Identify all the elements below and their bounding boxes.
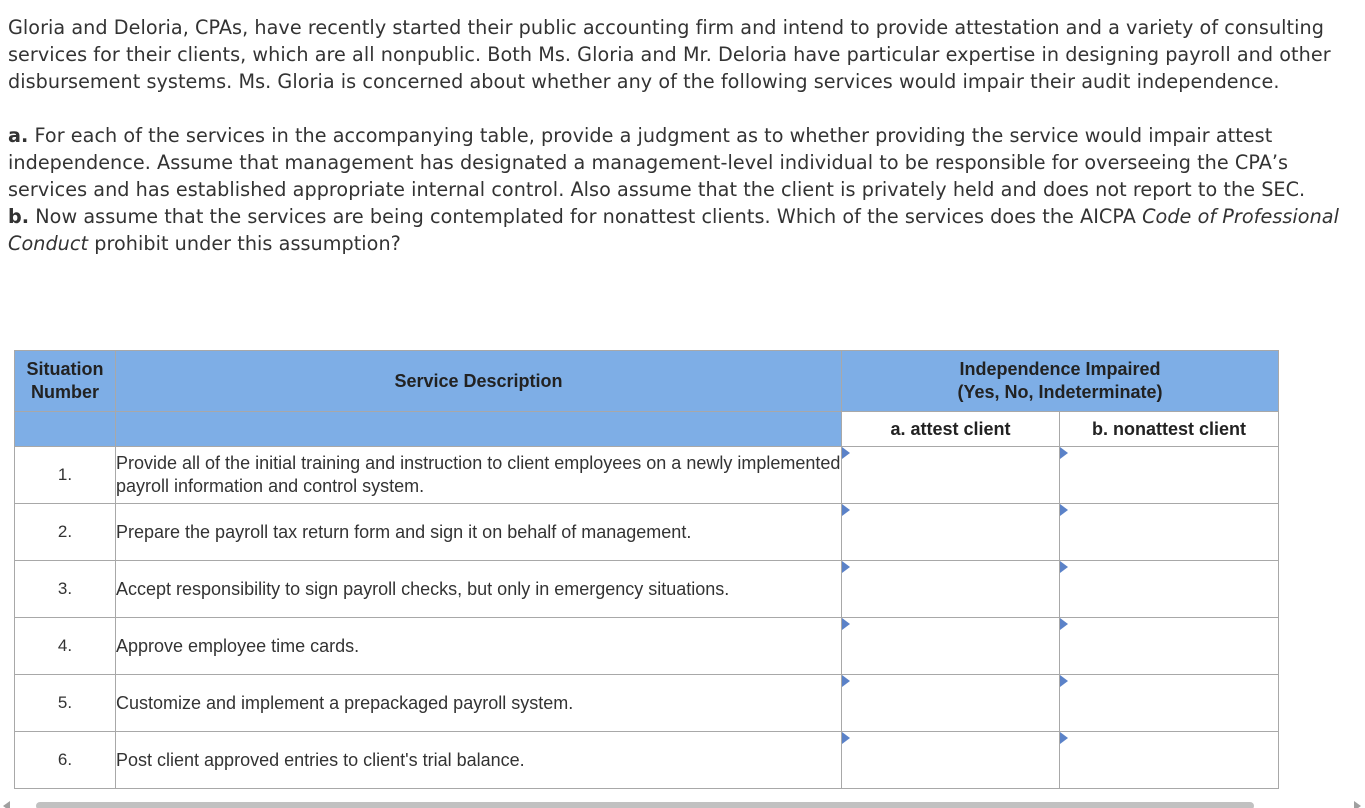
table-row xyxy=(15,732,1279,789)
service-description: Approve employee time cards. xyxy=(116,618,842,675)
dropdown-marker-icon xyxy=(842,675,850,687)
dropdown-marker-icon xyxy=(1060,675,1068,687)
part-a xyxy=(8,122,1360,203)
table-row xyxy=(15,504,1279,561)
dropdown-marker-icon xyxy=(1060,618,1068,630)
dropdown-marker-icon xyxy=(842,447,850,459)
horizontal-scrollbar[interactable] xyxy=(36,802,1254,808)
part-a-label: a. xyxy=(8,124,29,147)
service-description: Provide all of the initial training and instruction to client employees on a newly implemented payroll information and control system. xyxy=(116,447,842,504)
dropdown-marker-icon xyxy=(1060,732,1068,744)
nonattest-answer-value[interactable] xyxy=(1060,504,1278,560)
header-nonattest-client: b. nonattest client xyxy=(1060,412,1279,447)
part-a-text: For each of the services in the accompanying table, provide a judgment as to whether providing the service would impair attest independence. Assume that management has designated a management-level individual to be responsible for overseeing the CPA’s services and has established appropriate internal control. Also assume that the client is privately held and does not report to the SEC. xyxy=(8,124,1306,201)
situation-number: 5. xyxy=(15,675,116,732)
header-service-description: Service Description xyxy=(116,351,842,412)
attest-answer-select[interactable] xyxy=(842,732,1060,789)
header-independence-impaired xyxy=(842,351,1279,412)
situation-number: 2. xyxy=(15,504,116,561)
attest-answer-value[interactable] xyxy=(842,732,1059,788)
service-description: Post client approved entries to client's trial balance. xyxy=(116,732,842,789)
header-blank-2 xyxy=(116,412,842,447)
header-impaired-line1: Independence Impaired xyxy=(959,359,1161,379)
nonattest-answer-select[interactable] xyxy=(1060,504,1279,561)
header-situation-number xyxy=(15,351,116,412)
problem-text xyxy=(8,14,1360,257)
header-attest-client: a. attest client xyxy=(842,412,1060,447)
header-situation-line2: Number xyxy=(30,382,99,402)
table-row xyxy=(15,618,1279,675)
attest-answer-select[interactable] xyxy=(842,675,1060,732)
situation-number: 1. xyxy=(15,447,116,504)
nonattest-answer-select[interactable] xyxy=(1060,675,1279,732)
nonattest-answer-select[interactable] xyxy=(1060,561,1279,618)
attest-answer-value[interactable] xyxy=(842,618,1059,674)
attest-answer-value[interactable] xyxy=(842,504,1059,560)
dropdown-marker-icon xyxy=(1060,447,1068,459)
situation-number: 4. xyxy=(15,618,116,675)
scroll-left-icon[interactable] xyxy=(3,801,10,808)
nonattest-answer-select[interactable] xyxy=(1060,447,1279,504)
attest-answer-value[interactable] xyxy=(842,675,1059,731)
part-b-italic: Code of Professional Conduct xyxy=(8,205,1339,255)
table-row xyxy=(15,447,1279,504)
scroll-right-icon[interactable] xyxy=(1354,801,1361,808)
attest-answer-select[interactable] xyxy=(842,504,1060,561)
part-b-label: b. xyxy=(8,205,30,228)
situation-number: 3. xyxy=(15,561,116,618)
part-b xyxy=(8,203,1360,257)
dropdown-marker-icon xyxy=(842,618,850,630)
service-description: Prepare the payroll tax return form and sign it on behalf of management. xyxy=(116,504,842,561)
dropdown-marker-icon xyxy=(1060,561,1068,573)
services-table xyxy=(14,350,1279,789)
dropdown-marker-icon xyxy=(1060,504,1068,516)
header-situation-line1: Situation xyxy=(26,359,104,379)
dropdown-marker-icon xyxy=(842,732,850,744)
part-b-tail: prohibit under this assumption? xyxy=(94,232,401,255)
attest-answer-value[interactable] xyxy=(842,561,1059,617)
part-b-text: Now assume that the services are being contemplated for nonattest clients. Which of the services does the AICPA xyxy=(35,205,1136,228)
table-row xyxy=(15,561,1279,618)
situation-number: 6. xyxy=(15,732,116,789)
service-description: Accept responsibility to sign payroll checks, but only in emergency situations. xyxy=(116,561,842,618)
service-description: Customize and implement a prepackaged payroll system. xyxy=(116,675,842,732)
nonattest-answer-value[interactable] xyxy=(1060,618,1278,674)
problem-intro: Gloria and Deloria, CPAs, have recently started their public accounting firm and intend to provide attestation and a variety of consulting services for their clients, which are all nonpublic. Both Ms. Gloria and Mr. Deloria have particular expertise in designing payroll and other disbursement systems. Ms. Gloria is concerned about whether any of the following services would impair their audit independence. xyxy=(8,16,1331,93)
dropdown-marker-icon xyxy=(842,504,850,516)
header-blank-1 xyxy=(15,412,116,447)
header-impaired-line2: (Yes, No, Indeterminate) xyxy=(957,382,1163,402)
nonattest-answer-select[interactable] xyxy=(1060,732,1279,789)
nonattest-answer-value[interactable] xyxy=(1060,561,1278,617)
attest-answer-select[interactable] xyxy=(842,618,1060,675)
nonattest-answer-select[interactable] xyxy=(1060,618,1279,675)
nonattest-answer-value[interactable] xyxy=(1060,675,1278,731)
attest-answer-value[interactable] xyxy=(842,447,1059,503)
nonattest-answer-value[interactable] xyxy=(1060,447,1278,503)
attest-answer-select[interactable] xyxy=(842,447,1060,504)
dropdown-marker-icon xyxy=(842,561,850,573)
nonattest-answer-value[interactable] xyxy=(1060,732,1278,788)
table-row xyxy=(15,675,1279,732)
attest-answer-select[interactable] xyxy=(842,561,1060,618)
